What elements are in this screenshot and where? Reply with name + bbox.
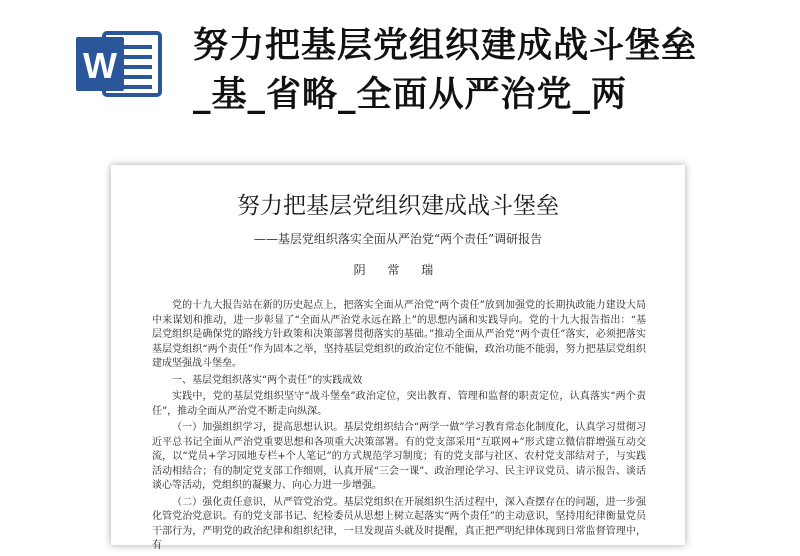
paragraph: 实践中，党的基层党组织坚守“战斗堡垒”政治定位，突出教育、管理和监督的职责定位，认真落实“两个责任”，推动全面从严治党不断走向纵深。 bbox=[152, 391, 646, 417]
paragraph: （一）加强组织学习，提高思想认识。基层党组织结合“两学一做”学习教育常态化制度化，认真学习贯彻习近平总书记全面从严治党重要思想和各项重大决策部署。有的党支部采用“互联网+”形式建立微信群增强互动交流，以“党员+学习园地专栏+个人笔记”的方式规范学习制度；有的党支部与社区、农村党支部结对子，与实践活动相结合；有的制定党支部工作细则，认真开展“三会一课”、政治理论学习、民主评议党员、请示报告、谈话谈心等活动，党组织的凝聚力、向心力进一步增强。 bbox=[152, 422, 646, 491]
page-author: 阴 常 瑞 bbox=[353, 263, 443, 277]
page-body bbox=[152, 299, 646, 556]
page-subtitle: ——基层党组织落实全面从严治党“两个责任”调研报告 bbox=[253, 232, 543, 246]
title-line-2: _基_省略_全面从严治党_两 bbox=[193, 75, 628, 115]
document-page-preview bbox=[111, 165, 685, 551]
word-icon-letter: W bbox=[83, 45, 117, 86]
document-title bbox=[193, 22, 793, 120]
word-document-icon bbox=[74, 31, 166, 97]
header bbox=[0, 0, 800, 150]
paragraph: （二）强化责任意识，从严管党治党。基层党组织在开展组织生活过程中，深入查摆存在的问题，进一步强化管党治党意识。有的党支部书记、纪检委员从思想上树立起落实“两个责任”的主动意识，坚持用纪律衡量党员干部行为，严明党的政治纪律和组织纪律，一旦发现苗头就及时提醒，真正把严明纪律体现到日常监督管理中，有 bbox=[152, 496, 646, 551]
page-heading: 努力把基层党组织建成战斗堡垒 bbox=[237, 193, 559, 219]
section-heading: 一、基层党组织落实“两个责任”的实践成效 bbox=[172, 374, 363, 386]
title-line-1: 努力把基层党组织建成战斗堡垒 bbox=[193, 26, 698, 66]
paragraph: 党的十九大报告站在新的历史起点上，把落实全面从严治党“两个责任”放到加强党的长期执政能力建设大局中来谋划和推动，进一步彰显了“全面从严治党永远在路上”的思想内涵和实践导向。党的十九大报告指出：“基层党组织是确保党的路线方针政策和决策部署贯彻落实的基础。”推动全面从严治党“两个责任”落实，必须把落实基层党组织“两个责任”作为固本之举，坚持基层党组织的政治定位不能偏，政治功能不能弱，努力把基层党组织建成坚强战斗堡垒。 bbox=[152, 300, 646, 369]
